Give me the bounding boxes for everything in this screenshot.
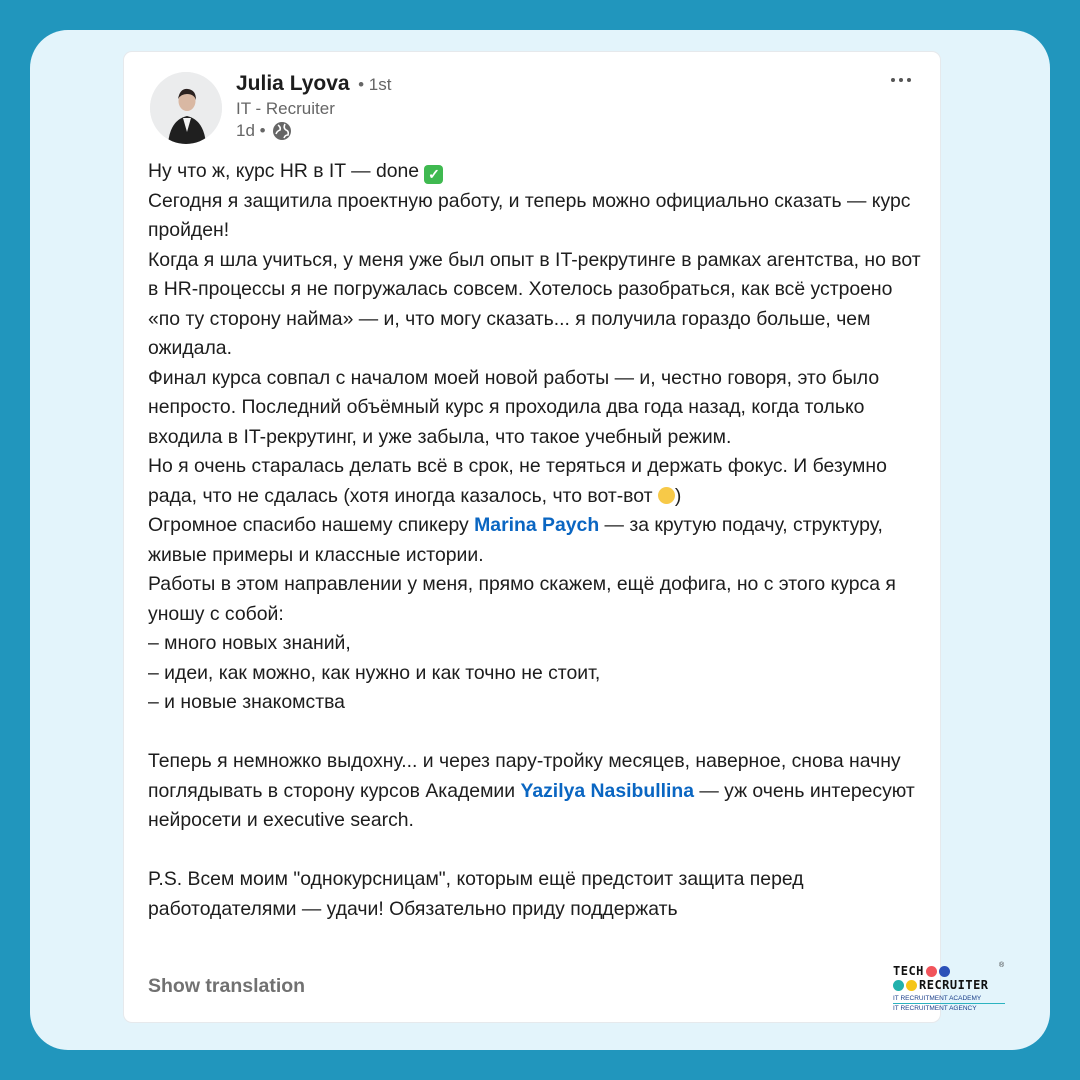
list-item: – много новых знаний,	[148, 632, 351, 654]
more-options-button[interactable]	[884, 66, 918, 94]
post-paragraph: Теперь я немножко выдохну... и через пару-тройку месяцев, наверное, снова начну поглядывать в сторону курсов Академии Yazilya Nasibullina — уж очень интересуют нейросети и executive search.	[148, 750, 915, 831]
author-headline: IT - Recruiter	[236, 99, 335, 118]
logo-divider	[893, 1003, 1005, 1004]
post-paragraph: Когда я шла учиться, у меня уже был опыт в IT-рекрутинге в рамках агентства, но вот в HR-процессы я не погружалась совсем. Хотелось разобраться, как всё устроено «по ту сторону найма» — и, что могу сказать... я получила гораздо больше, чем ожидала.	[148, 248, 921, 359]
post-paragraph: Финал курса совпал с началом моей новой работы — и, честно говоря, это было непросто. Последний объёмный курс я проходила два года назад, когда только входила в IT-рекрутинг, и уже забыла, что такое учебный режим.	[148, 366, 880, 448]
more-horizontal-icon	[891, 78, 895, 82]
logo-subtitle: IT RECRUITMENT AGENCY	[893, 1005, 977, 1012]
logo-dot-icon	[939, 966, 950, 977]
globe-icon	[272, 121, 292, 141]
post-paragraph: P.S. Всем моим "однокурсницам", которым ещё предстоит защита перед работодателями — удачи! Обязательно приду поддержать	[148, 868, 804, 920]
post-time: 1d •	[236, 121, 266, 140]
logo-word-recruiter: RECRUITER	[919, 978, 989, 992]
upside-down-face-icon	[658, 487, 675, 504]
post-paragraph: Сегодня я защитила проектную работу, и теперь можно официально сказать — курс пройден!	[148, 189, 911, 241]
logo-dot-icon	[906, 980, 917, 991]
registered-mark: ®	[999, 962, 1005, 969]
post-paragraph: Работы в этом направлении у меня, прямо скажем, ещё дофига, но с этого курса я уношу с собой:	[148, 573, 896, 625]
mention-yazilya-nasibullina[interactable]: Yazilya Nasibullina	[520, 779, 694, 802]
paragraph-spacer	[148, 836, 928, 866]
list-item: – идеи, как можно, как нужно и как точно не стоит,	[148, 661, 601, 684]
mention-marina-paych[interactable]: Marina Paych	[474, 514, 600, 536]
post-body	[148, 157, 928, 924]
check-box-icon: ✓	[424, 165, 443, 184]
list-item: – и новые знакомства	[148, 691, 345, 713]
logo-dot-icon	[926, 966, 937, 977]
author-name[interactable]: Julia Lyova	[236, 72, 350, 95]
author-avatar[interactable]	[150, 72, 222, 144]
post-paragraph: Ну что ж, курс HR в IT — done ✓	[148, 157, 928, 187]
logo-subtitle: IT RECRUITMENT ACADEMY	[893, 995, 982, 1002]
logo-dot-icon	[893, 980, 904, 991]
post-paragraph: Огромное спасибо нашему спикеру Marina Paych — за крутую подачу, структуру, живые примеры и классные истории.	[148, 514, 883, 566]
paragraph-spacer	[148, 718, 928, 748]
post-meta	[236, 121, 292, 141]
tech-recruiter-logo	[893, 964, 1011, 1016]
show-translation-link[interactable]: Show translation	[148, 975, 306, 997]
connection-degree: • 1st	[358, 75, 392, 94]
post-paragraph: Но я очень старалась делать всё в срок, не теряться и держать фокус. И безумно рада, что не сдалась (хотя иногда казалось, что вот-вот )	[148, 455, 887, 507]
logo-word-tech: TECH	[893, 964, 924, 978]
